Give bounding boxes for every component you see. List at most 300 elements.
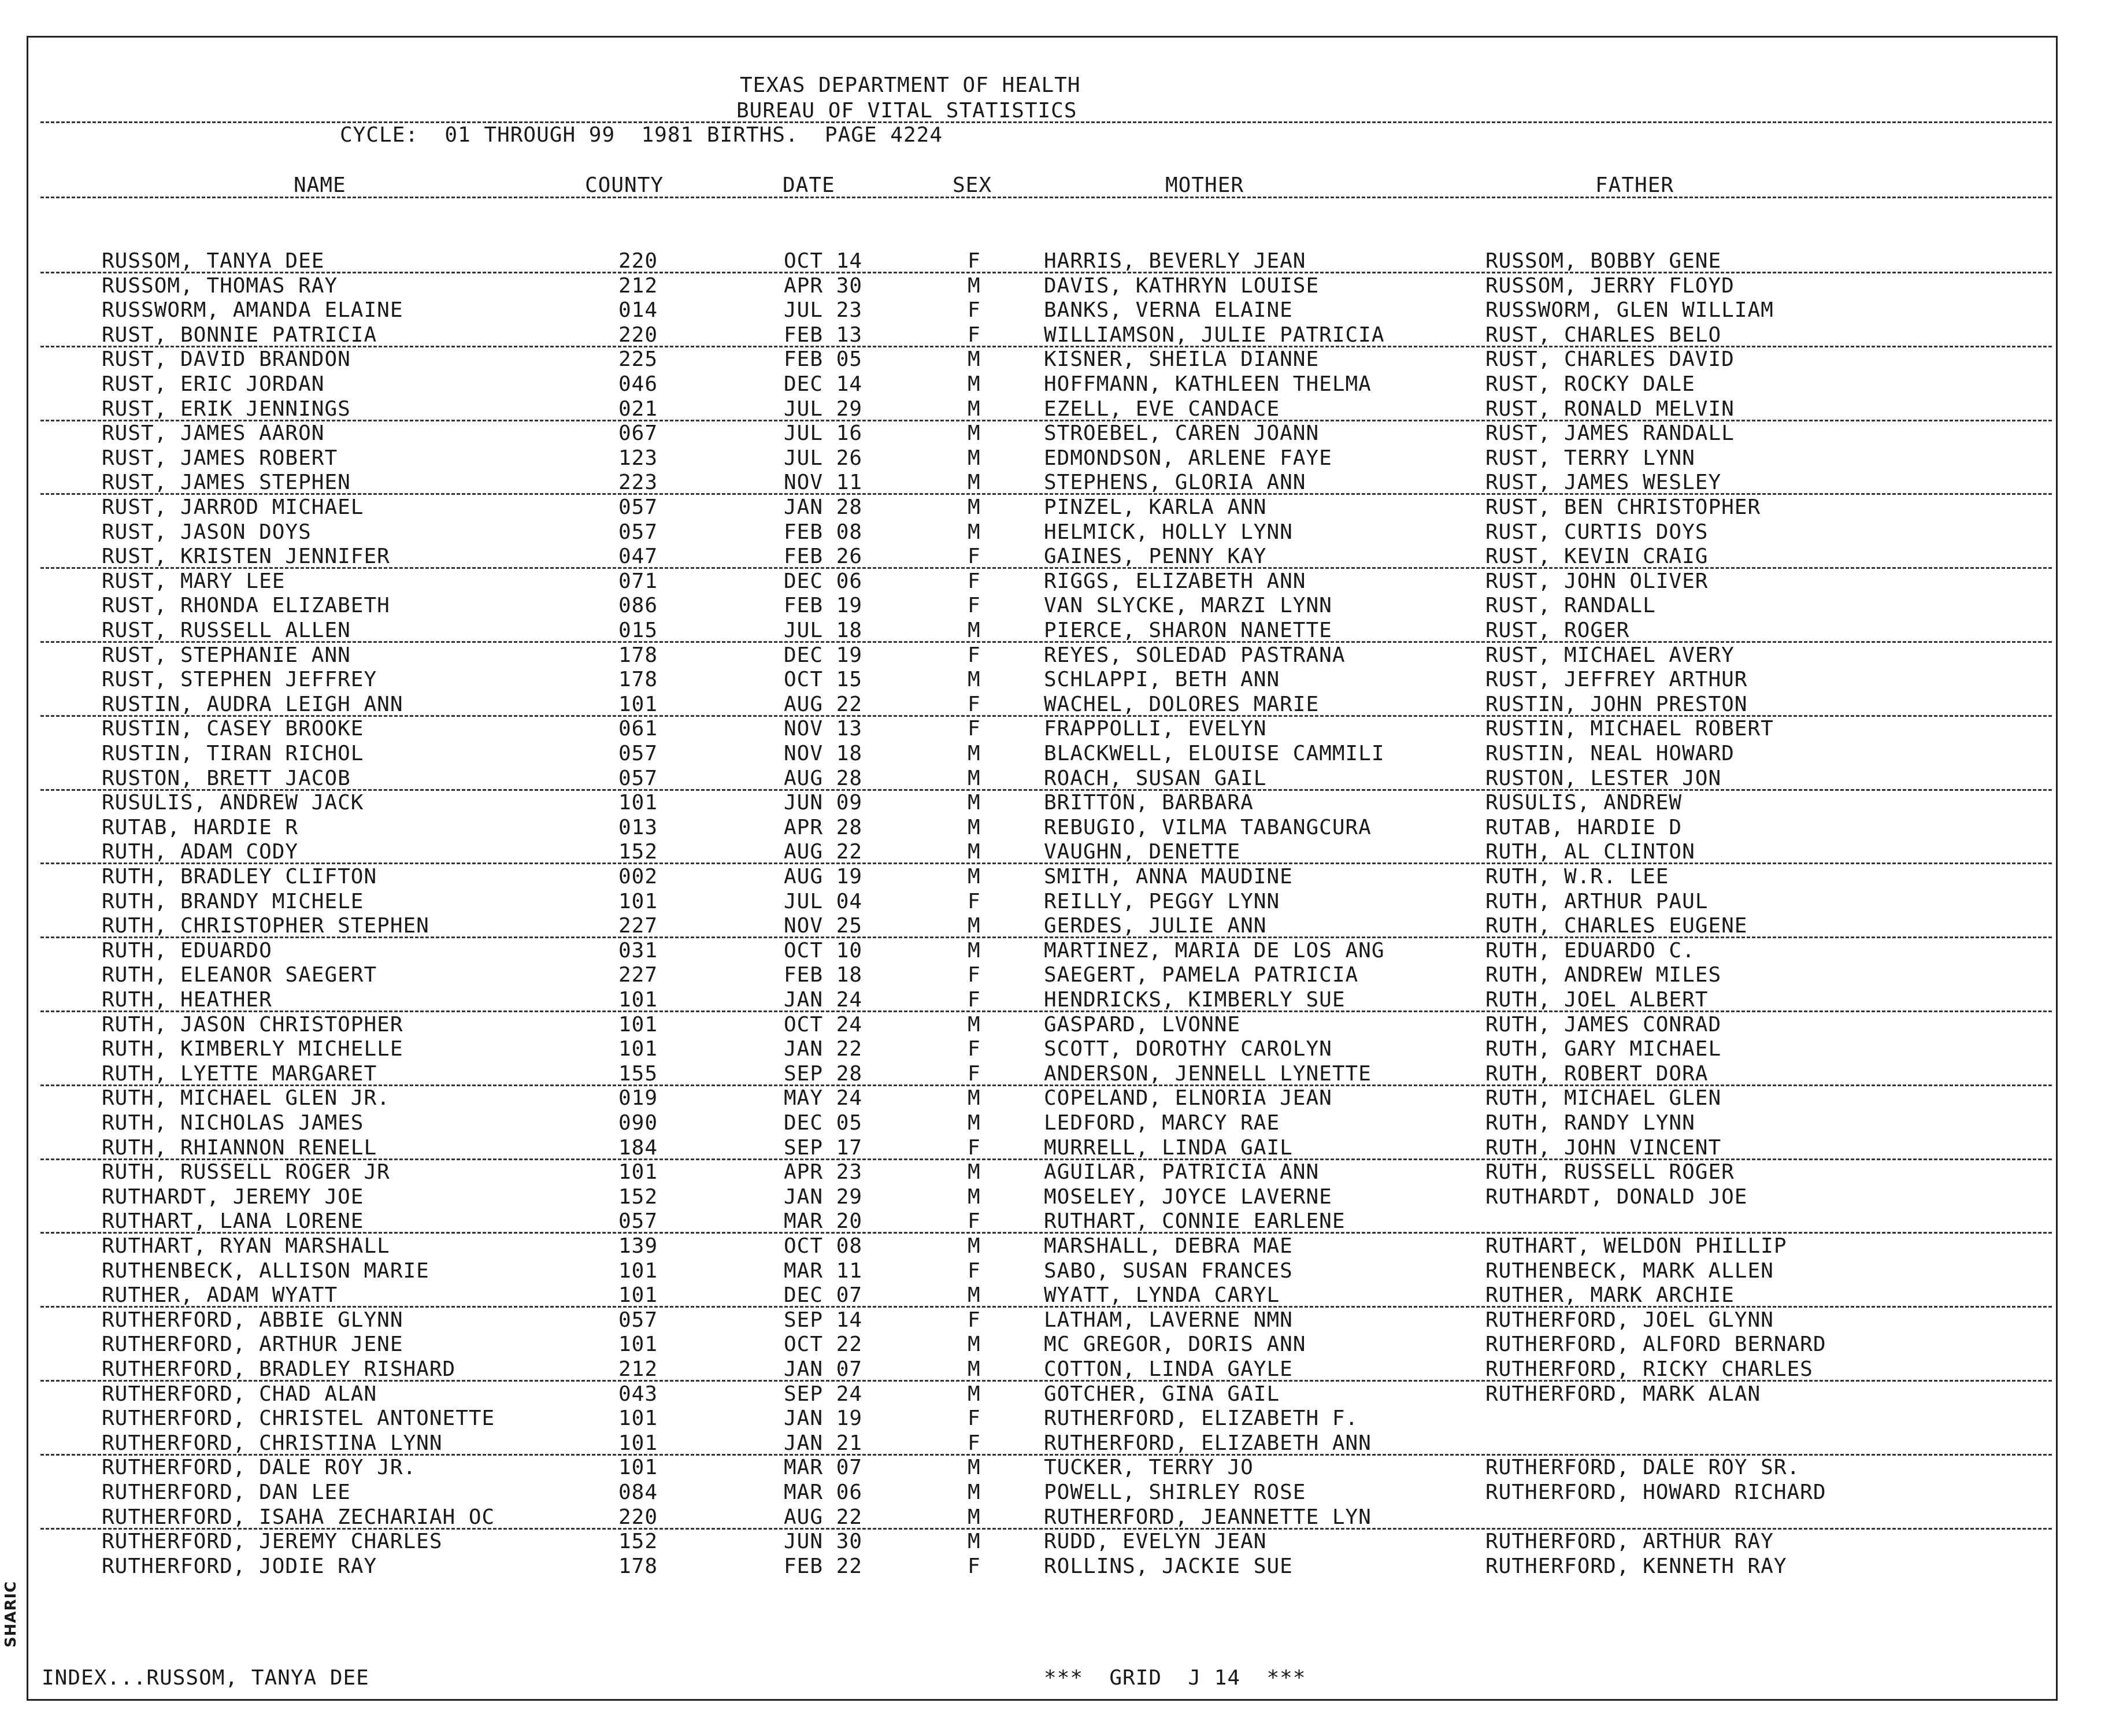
cell-county: 057: [618, 495, 658, 519]
cell-county: 178: [618, 643, 658, 667]
cell-mother: VAN SLYCKE, MARZI LYNN: [1044, 594, 1332, 618]
cell-date: JAN 28: [784, 495, 863, 519]
cell-mother: BRITTON, BARBARA: [1044, 791, 1254, 815]
table-row: [0, 1456, 2112, 1481]
table-row: [0, 1530, 2112, 1555]
cell-name: RUST, ERIC JORDAN: [102, 372, 325, 396]
cell-name: RUTH, EDUARDO: [102, 938, 272, 963]
cell-father: RUSSOM, BOBBY GENE: [1485, 249, 1722, 273]
cell-sex: F: [968, 889, 981, 913]
cell-sex: F: [968, 1554, 981, 1578]
column-header-mother: MOTHER: [1165, 173, 1244, 197]
cell-mother: RIGGS, ELIZABETH ANN: [1044, 569, 1306, 593]
cell-county: 057: [618, 1209, 658, 1234]
cell-county: 123: [618, 446, 658, 470]
cell-county: 046: [618, 372, 658, 396]
cell-name: RUTHART, RYAN MARSHALL: [102, 1234, 390, 1258]
cell-county: 152: [618, 1185, 658, 1209]
cell-mother: STEPHENS, GLORIA ANN: [1044, 471, 1306, 495]
cell-mother: HOFFMANN, KATHLEEN THELMA: [1044, 372, 1372, 396]
cell-father: RUST, ROCKY DALE: [1485, 372, 1695, 396]
cell-county: 101: [618, 1431, 658, 1455]
cell-sex: M: [968, 766, 981, 790]
cell-name: RUTH, LYETTE MARGARET: [102, 1061, 377, 1086]
cell-county: 031: [618, 938, 658, 963]
cell-date: JAN 07: [784, 1357, 863, 1381]
dashed-rule: [40, 863, 2052, 864]
cell-date: AUG 28: [784, 766, 863, 790]
cell-date: JUN 30: [784, 1530, 863, 1554]
dashed-rule: [40, 1084, 2052, 1086]
cell-name: RUTHERFORD, CHRISTEL ANTONETTE: [102, 1406, 495, 1431]
cell-father: RUSTON, LESTER JON: [1485, 766, 1722, 790]
cell-date: FEB 19: [784, 594, 863, 618]
cell-sex: M: [968, 865, 981, 889]
cell-mother: RUDD, EVELYN JEAN: [1044, 1530, 1267, 1554]
cell-date: JAN 19: [784, 1406, 863, 1431]
table-row: [0, 496, 2112, 521]
cell-sex: F: [968, 1135, 981, 1160]
cell-father: RUTHARDT, DONALD JOE: [1485, 1185, 1748, 1209]
dashed-rule: [40, 1010, 2052, 1012]
table-row: [0, 299, 2112, 324]
cell-mother: RUTHERFORD, JEANNETTE LYN: [1044, 1505, 1372, 1529]
table-row: [0, 1260, 2112, 1285]
cell-name: RUTH, ELEANOR SAEGERT: [102, 963, 377, 987]
cell-mother: STROEBEL, CAREN JOANN: [1044, 421, 1320, 446]
table-row: [0, 545, 2112, 570]
cell-name: RUTHART, LANA LORENE: [102, 1209, 364, 1234]
table-row: [0, 939, 2112, 964]
cell-father: RUTHERFORD, MARK ALAN: [1485, 1382, 1761, 1406]
cell-date: FEB 26: [784, 545, 863, 569]
cell-sex: F: [968, 1308, 981, 1332]
table-row: [0, 964, 2112, 989]
cell-name: RUST, JAMES AARON: [102, 421, 325, 446]
cell-county: 057: [618, 742, 658, 765]
cell-mother: SCOTT, DOROTHY CAROLYN: [1044, 1037, 1332, 1061]
cell-name: RUST, BONNIE PATRICIA: [102, 323, 377, 347]
table-row: [0, 816, 2112, 841]
table-row: [0, 1407, 2112, 1432]
cell-mother: LATHAM, LAVERNE NMN: [1044, 1308, 1293, 1332]
dashed-rule: [40, 789, 2052, 791]
dashed-rule: [40, 1232, 2052, 1234]
cell-sex: F: [968, 323, 981, 347]
cell-name: RUST, JARROD MICHAEL: [102, 495, 364, 519]
cell-father: RUST, JAMES RANDALL: [1485, 421, 1735, 446]
cell-sex: M: [968, 938, 981, 963]
cell-date: APR 23: [784, 1160, 863, 1185]
cell-father: RUTHERFORD, RICKY CHARLES: [1485, 1357, 1813, 1381]
cell-father: RUTH, W.R. LEE: [1485, 865, 1669, 889]
cell-father: RUST, TERRY LYNN: [1485, 446, 1695, 470]
cell-sex: M: [968, 914, 981, 938]
cell-sex: M: [968, 1357, 981, 1381]
table-row: [0, 373, 2112, 398]
cell-county: 084: [618, 1480, 658, 1504]
cell-sex: M: [968, 1012, 981, 1037]
cell-father: RUTHER, MARK ARCHIE: [1485, 1283, 1735, 1308]
cell-mother: MARTINEZ, MARIA DE LOS ANG: [1044, 938, 1385, 963]
cell-father: RUTHERFORD, JOEL GLYNN: [1485, 1308, 1774, 1332]
cell-county: 090: [618, 1111, 658, 1135]
cell-county: 178: [618, 668, 658, 692]
table-row: [0, 594, 2112, 619]
cell-name: RUST, RUSSELL ALLEN: [102, 619, 351, 642]
cell-name: RUSTIN, AUDRA LEIGH ANN: [102, 692, 403, 716]
cell-mother: COTTON, LINDA GAYLE: [1044, 1357, 1293, 1381]
cell-name: RUST, STEPHEN JEFFREY: [102, 668, 377, 692]
cell-sex: M: [968, 1160, 981, 1185]
cell-name: RUTHERFORD, JEREMY CHARLES: [102, 1530, 443, 1554]
cell-sex: F: [968, 643, 981, 667]
cell-sex: M: [968, 668, 981, 692]
table-row: [0, 767, 2112, 792]
cell-name: RUSTON, BRETT JACOB: [102, 766, 351, 790]
cell-mother: POWELL, SHIRLEY ROSE: [1044, 1480, 1306, 1504]
cell-sex: M: [968, 1382, 981, 1406]
cell-date: AUG 22: [784, 692, 863, 716]
cell-sex: F: [968, 963, 981, 987]
dashed-rule: [40, 1454, 2052, 1456]
cell-mother: REILLY, PEGGY LYNN: [1044, 889, 1280, 913]
dashed-rule: [40, 1158, 2052, 1160]
cell-sex: M: [968, 1111, 981, 1135]
cell-name: RUSULIS, ANDREW JACK: [102, 791, 364, 815]
cell-mother: AGUILAR, PATRICIA ANN: [1044, 1160, 1320, 1185]
department-title: TEXAS DEPARTMENT OF HEALTH: [740, 73, 1081, 97]
cell-name: RUTH, HEATHER: [102, 988, 272, 1012]
cell-sex: M: [968, 619, 981, 642]
table-row: [0, 1506, 2112, 1531]
cell-county: 101: [618, 1037, 658, 1061]
cell-date: AUG 19: [784, 865, 863, 889]
column-header-county: COUNTY: [585, 173, 664, 197]
table-row: [0, 915, 2112, 939]
cell-father: RUTAB, HARDIE D: [1485, 815, 1683, 839]
dashed-rule: [40, 1306, 2052, 1308]
cell-county: 101: [618, 988, 658, 1012]
dashed-rule: [40, 1528, 2052, 1530]
cell-father: RUTH, CHARLES EUGENE: [1485, 914, 1748, 938]
cell-date: FEB 22: [784, 1554, 863, 1578]
cell-sex: F: [968, 988, 981, 1012]
table-row: [0, 619, 2112, 644]
cell-date: OCT 08: [784, 1234, 863, 1258]
cell-father: RUTH, MICHAEL GLEN: [1485, 1086, 1722, 1111]
cell-county: 101: [618, 791, 658, 815]
cell-date: MAR 06: [784, 1480, 863, 1504]
cell-father: RUSTIN, MICHAEL ROBERT: [1485, 717, 1774, 741]
cell-father: RUTH, JAMES CONRAD: [1485, 1012, 1722, 1037]
cell-sex: M: [968, 840, 981, 864]
cell-name: RUST, STEPHANIE ANN: [102, 643, 351, 667]
table-row: [0, 521, 2112, 546]
cell-date: FEB 18: [784, 963, 863, 987]
cell-name: RUTH, BRANDY MICHELE: [102, 889, 364, 913]
cell-sex: F: [968, 717, 981, 741]
cell-county: 220: [618, 323, 658, 347]
cell-father: RUST, JOHN OLIVER: [1485, 569, 1709, 593]
table-row: [0, 841, 2112, 865]
cell-mother: GASPARD, LVONNE: [1044, 1012, 1241, 1037]
cell-date: AUG 22: [784, 840, 863, 864]
cell-date: APR 28: [784, 815, 863, 839]
cell-mother: MURRELL, LINDA GAIL: [1044, 1135, 1293, 1160]
cell-name: RUTH, RHIANNON RENELL: [102, 1135, 377, 1160]
cell-date: SEP 17: [784, 1135, 863, 1160]
cell-mother: HARRIS, BEVERLY JEAN: [1044, 249, 1306, 273]
cell-name: RUTH, CHRISTOPHER STEPHEN: [102, 914, 429, 938]
cell-mother: RUTHERFORD, ELIZABETH F.: [1044, 1406, 1359, 1431]
cell-county: 013: [618, 815, 658, 839]
cell-name: RUTH, RUSSELL ROGER JR: [102, 1160, 390, 1185]
cell-sex: M: [968, 1234, 981, 1258]
cell-sex: F: [968, 1431, 981, 1455]
cell-father: RUTHERFORD, ARTHUR RAY: [1485, 1530, 1774, 1554]
cell-sex: M: [968, 815, 981, 839]
cell-father: RUTH, EDUARDO C.: [1485, 938, 1695, 963]
cell-mother: WILLIAMSON, JULIE PATRICIA: [1044, 323, 1385, 347]
cell-father: RUTHERFORD, ALFORD BERNARD: [1485, 1332, 1826, 1357]
cell-sex: F: [968, 594, 981, 618]
cycle-line: CYCLE: 01 THROUGH 99 1981 BIRTHS. PAGE 4224: [340, 123, 943, 147]
cell-name: RUTH, KIMBERLY MICHELLE: [102, 1037, 403, 1061]
cell-father: RUTHERFORD, KENNETH RAY: [1485, 1554, 1787, 1578]
cell-date: JUL 23: [784, 298, 863, 323]
cell-date: MAR 11: [784, 1258, 863, 1283]
cell-father: RUST, RANDALL: [1485, 594, 1656, 618]
cell-name: RUTHERFORD, BRADLEY RISHARD: [102, 1357, 456, 1381]
cell-father: RUST, KEVIN CRAIG: [1485, 545, 1709, 569]
cell-sex: F: [968, 1406, 981, 1431]
cell-name: RUTH, BRADLEY CLIFTON: [102, 865, 377, 889]
cell-sex: M: [968, 1480, 981, 1504]
cell-sex: M: [968, 471, 981, 495]
cell-mother: GOTCHER, GINA GAIL: [1044, 1382, 1280, 1406]
table-row: [0, 890, 2112, 915]
cell-county: 101: [618, 692, 658, 716]
cell-mother: HELMICK, HOLLY LYNN: [1044, 520, 1293, 544]
cell-father: RUTH, JOEL ALBERT: [1485, 988, 1709, 1012]
cell-name: RUTAB, HARDIE R: [102, 815, 299, 839]
cell-father: RUSTIN, NEAL HOWARD: [1485, 742, 1735, 765]
dashed-rule: [40, 715, 2052, 717]
table-row: [0, 1383, 2112, 1408]
cell-date: APR 30: [784, 273, 863, 298]
cell-county: 101: [618, 889, 658, 913]
cell-date: DEC 05: [784, 1111, 863, 1135]
cell-father: RUST, JAMES WESLEY: [1485, 471, 1722, 495]
dashed-rule: [40, 420, 2052, 421]
table-row: [0, 1555, 2112, 1580]
cell-date: NOV 11: [784, 471, 863, 495]
table-row: [0, 1112, 2112, 1137]
cell-mother: SABO, SUSAN FRANCES: [1044, 1258, 1293, 1283]
cell-date: NOV 25: [784, 914, 863, 938]
cell-name: RUTHERFORD, DAN LEE: [102, 1480, 351, 1504]
cell-name: RUTH, JASON CHRISTOPHER: [102, 1012, 403, 1037]
cell-county: 101: [618, 1332, 658, 1357]
cell-county: 101: [618, 1406, 658, 1431]
table-row: [0, 693, 2112, 718]
cell-mother: GERDES, JULIE ANN: [1044, 914, 1267, 938]
cell-county: 043: [618, 1382, 658, 1406]
cell-mother: BANKS, VERNA ELAINE: [1044, 298, 1293, 323]
cell-date: SEP 14: [784, 1308, 863, 1332]
cell-mother: EDMONDSON, ARLENE FAYE: [1044, 446, 1332, 470]
cell-mother: COPELAND, ELNORIA JEAN: [1044, 1086, 1332, 1111]
cell-mother: ROACH, SUSAN GAIL: [1044, 766, 1267, 790]
dashed-rule: [40, 272, 2052, 273]
cell-sex: F: [968, 1037, 981, 1061]
cell-name: RUSSOM, THOMAS RAY: [102, 273, 338, 298]
cell-date: JAN 22: [784, 1037, 863, 1061]
table-row: [0, 250, 2112, 275]
cell-county: 178: [618, 1554, 658, 1578]
dashed-rule: [40, 1380, 2052, 1382]
cell-sex: F: [968, 692, 981, 716]
table-row: [0, 1038, 2112, 1063]
cell-father: RUST, CHARLES DAVID: [1485, 347, 1735, 372]
cell-date: OCT 10: [784, 938, 863, 963]
cell-father: RUTH, RUSSELL ROGER: [1485, 1160, 1735, 1185]
table-row: [0, 1309, 2112, 1334]
cell-mother: DAVIS, KATHRYN LOUISE: [1044, 273, 1320, 298]
cell-name: RUSSWORM, AMANDA ELAINE: [102, 298, 403, 323]
cell-date: DEC 07: [784, 1283, 863, 1308]
cell-county: 047: [618, 545, 658, 569]
cell-date: JAN 21: [784, 1431, 863, 1455]
cell-date: NOV 13: [784, 717, 863, 741]
cell-county: 014: [618, 298, 658, 323]
cell-name: RUTH, MICHAEL GLEN JR.: [102, 1086, 390, 1111]
table-row: [0, 1235, 2112, 1260]
cell-name: RUTHERFORD, CHAD ALAN: [102, 1382, 377, 1406]
cell-father: RUST, CHARLES BELO: [1485, 323, 1722, 347]
cell-name: RUST, DAVID BRANDON: [102, 347, 351, 372]
cell-father: RUTHERFORD, DALE ROY SR.: [1485, 1456, 1800, 1480]
side-label: SHARIC: [2, 1580, 20, 1648]
cell-father: RUTH, GARY MICHAEL: [1485, 1037, 1722, 1061]
cell-date: FEB 05: [784, 347, 863, 372]
cell-name: RUTHARDT, JEREMY JOE: [102, 1185, 364, 1209]
cell-father: RUST, ROGER: [1485, 619, 1630, 642]
cell-sex: M: [968, 1505, 981, 1529]
cell-county: 225: [618, 347, 658, 372]
cell-mother: VAUGHN, DENETTE: [1044, 840, 1241, 864]
table-row: [0, 1137, 2112, 1161]
cell-name: RUST, RHONDA ELIZABETH: [102, 594, 390, 618]
column-header-name: NAME: [294, 173, 346, 197]
cell-county: 220: [618, 249, 658, 273]
cell-sex: M: [968, 446, 981, 470]
cell-sex: M: [968, 791, 981, 815]
cell-father: RUSTIN, JOHN PRESTON: [1485, 692, 1748, 716]
cell-name: RUST, ERIK JENNINGS: [102, 397, 351, 421]
cell-county: 015: [618, 619, 658, 642]
cell-sex: M: [968, 1185, 981, 1209]
cell-father: RUTH, AL CLINTON: [1485, 840, 1695, 864]
cell-name: RUTHERFORD, CHRISTINA LYNN: [102, 1431, 443, 1455]
table-row: [0, 1013, 2112, 1038]
cell-mother: MARSHALL, DEBRA MAE: [1044, 1234, 1293, 1258]
cell-date: JUL 04: [784, 889, 863, 913]
cell-father: RUTH, ARTHUR PAUL: [1485, 889, 1709, 913]
cell-date: SEP 28: [784, 1061, 863, 1086]
cell-county: 019: [618, 1086, 658, 1111]
cell-father: RUTH, ANDREW MILES: [1485, 963, 1722, 987]
cell-mother: ROLLINS, JACKIE SUE: [1044, 1554, 1293, 1578]
cell-date: JUL 29: [784, 397, 863, 421]
index-footer: INDEX...RUSSOM, TANYA DEE: [42, 1666, 369, 1690]
table-row: [0, 1481, 2112, 1506]
cell-county: 155: [618, 1061, 658, 1086]
cell-name: RUTHERFORD, ARTHUR JENE: [102, 1332, 403, 1357]
cell-county: 223: [618, 471, 658, 495]
cell-date: NOV 18: [784, 742, 863, 765]
cell-name: RUTHERFORD, ISAHA ZECHARIAH OC: [102, 1505, 495, 1529]
cell-mother: RUTHART, CONNIE EARLENE: [1044, 1209, 1346, 1234]
cell-mother: WACHEL, DOLORES MARIE: [1044, 692, 1320, 716]
table-row: [0, 471, 2112, 496]
cell-county: 002: [618, 865, 658, 889]
table-row: [0, 1358, 2112, 1383]
cell-county: 152: [618, 840, 658, 864]
cell-name: RUTH, NICHOLAS JAMES: [102, 1111, 364, 1135]
cell-mother: RUTHERFORD, ELIZABETH ANN: [1044, 1431, 1372, 1455]
cell-county: 184: [618, 1135, 658, 1160]
cell-father: RUTH, JOHN VINCENT: [1485, 1135, 1722, 1160]
cell-date: DEC 14: [784, 372, 863, 396]
cell-date: JAN 24: [784, 988, 863, 1012]
dashed-rule: [40, 641, 2052, 643]
cell-county: 212: [618, 1357, 658, 1381]
cell-date: JUL 18: [784, 619, 863, 642]
cell-father: RUSULIS, ANDREW: [1485, 791, 1683, 815]
cell-date: JUL 16: [784, 421, 863, 446]
table-row: [0, 717, 2112, 742]
table-row: [0, 668, 2112, 693]
cell-sex: F: [968, 1209, 981, 1234]
cell-mother: MOSELEY, JOYCE LAVERNE: [1044, 1185, 1332, 1209]
dashed-rule: [40, 346, 2052, 347]
cell-date: DEC 19: [784, 643, 863, 667]
cell-mother: WYATT, LYNDA CARYL: [1044, 1283, 1280, 1308]
table-row: [0, 1186, 2112, 1211]
cell-name: RUTHENBECK, ALLISON MARIE: [102, 1258, 429, 1283]
cell-name: RUTHERFORD, JODIE RAY: [102, 1554, 377, 1578]
dashed-rule: [40, 567, 2052, 569]
table-row: [0, 1210, 2112, 1235]
cell-sex: M: [968, 1283, 981, 1308]
table-row: [0, 644, 2112, 669]
cell-county: 071: [618, 569, 658, 593]
cell-sex: M: [968, 273, 981, 298]
cell-father: RUSSOM, JERRY FLOYD: [1485, 273, 1735, 298]
cell-name: RUTH, ADAM CODY: [102, 840, 299, 864]
cell-county: 212: [618, 273, 658, 298]
cell-father: RUTHENBECK, MARK ALLEN: [1485, 1258, 1774, 1283]
cell-county: 061: [618, 717, 658, 741]
cell-date: DEC 06: [784, 569, 863, 593]
cell-sex: F: [968, 545, 981, 569]
cell-mother: EZELL, EVE CANDACE: [1044, 397, 1280, 421]
cell-mother: ANDERSON, JENNELL LYNETTE: [1044, 1061, 1372, 1086]
cell-county: 057: [618, 766, 658, 790]
cell-mother: PINZEL, KARLA ANN: [1044, 495, 1267, 519]
